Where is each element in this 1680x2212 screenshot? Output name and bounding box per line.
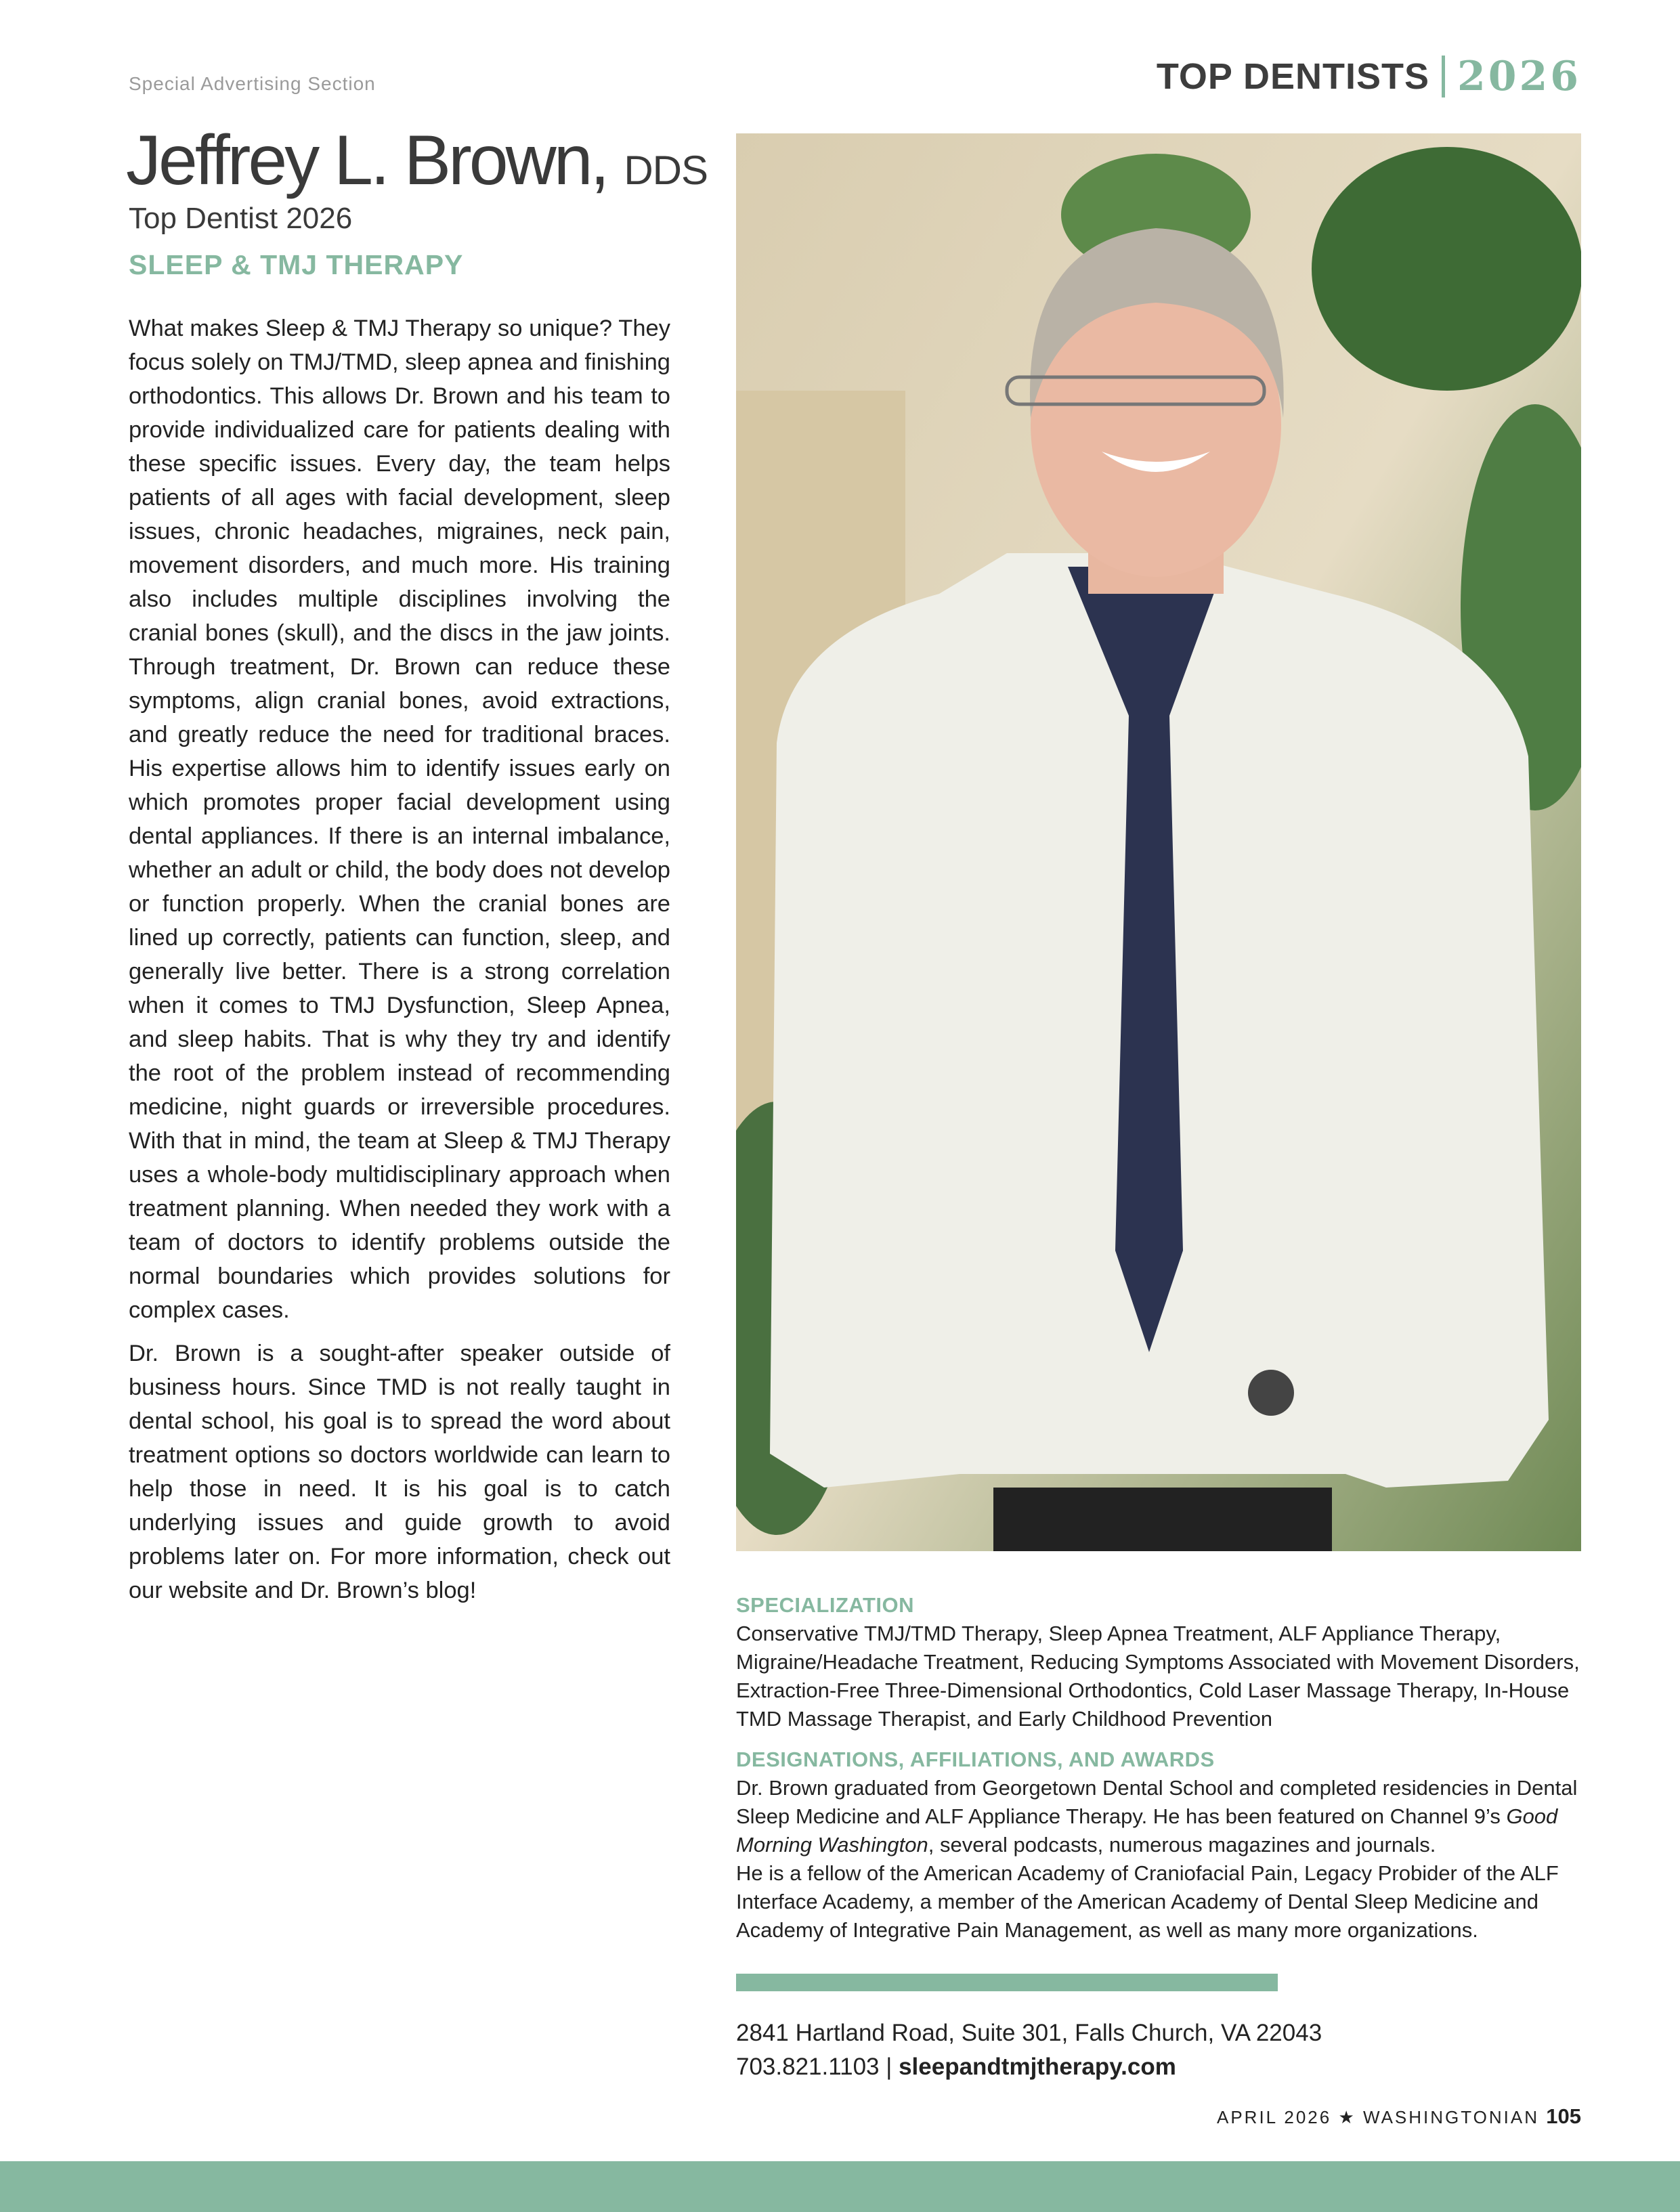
magazine-name: WASHINGTONIAN — [1363, 2107, 1540, 2127]
header-divider — [1442, 56, 1445, 97]
designations-text-3: He is a fellow of the American Academy of Craniofacial Pain, Legacy Probider of the ALF Interface Academy, a member of the American Academy of Dental Sleep Medicine and Academy of Integrative Pain Management, as well as many more organizations. — [736, 1861, 1559, 1942]
subtitle: Top Dentist 2026 — [129, 202, 353, 235]
paragraph: What makes Sleep & TMJ Therapy so unique? They focus solely on TMJ/TMD, sleep apnea and finishing orthodontics. This allows Dr. Brown and his team to provide individualized care for patients dealing with these specific issues. Every day, the team helps patients of all ages with facial development, sleep issues, chronic headaches, migraines, neck pain, movement disorders, and much more. His training also includes multiple disciplines involving the cranial bones (skull), and the discs in the jaw joints. Through treatment, Dr. Brown can reduce these symptoms, align cranial bones, avoid extractions, and greatly reduce the need for traditional braces. His expertise allows him to identify issues early on which promotes proper facial development using dental appliances. If there is an internal imbalance, whether an adult or child, the body does not develop or function properly. When the cranial bones are lined up correctly, patients can function, sleep, and generally live better. There is a strong correlation when it comes to TMJ Dysfunction, Sleep Apnea, and sleep habits. That is why they try and identify the root of the problem instead of recommending medicine, night guards or irreversible procedures. With that in mind, the team at Sleep & TMJ Therapy uses a whole-body multidisciplinary approach when treatment planning. When needed they work with a team of doctors to identify problems outside the normal boundaries which provides solutions for complex cases. — [129, 316, 670, 1323]
article-body — [129, 311, 670, 1617]
details-column — [736, 1591, 1589, 1945]
accent-bar — [736, 1974, 1278, 1991]
practice-name: SLEEP & TMJ THERAPY — [129, 249, 464, 280]
specialization-text: Conservative TMJ/TMD Therapy, Sleep Apnea Treatment, ALF Appliance Therapy, Migraine/Headache Treatment, Reducing Symptoms Associated with Movement Disorders, Extraction-Free Three-Dimensional Orthodontics, Cold Laser Massage Therapy, In-House TMD Massage Therapist, and Early Childhood Prevention — [736, 1622, 1580, 1731]
dentist-photo — [736, 133, 1581, 1551]
designations-text — [736, 1774, 1589, 1945]
name-text: Jeffrey L. Brown, — [126, 121, 607, 200]
credential: DDS — [624, 148, 708, 193]
designations-text-1: Dr. Brown graduated from Georgetown Dental School and completed residencies in Dental Sleep Medicine and ALF Appliance Therapy. He has been featured on Channel 9’s — [736, 1776, 1578, 1828]
specialization-heading: SPECIALIZATION — [736, 1593, 915, 1617]
header-year: 2026 — [1457, 53, 1581, 100]
issue-date: APRIL 2026 — [1216, 2107, 1332, 2127]
footer-band — [0, 2161, 1680, 2212]
header-title: TOP DENTISTS — [1156, 56, 1429, 97]
designations-heading: DESIGNATIONS, AFFILIATIONS, AND AWARDS — [736, 1748, 1215, 1771]
tv-show-title: Good Morning Washington — [736, 1804, 1558, 1857]
designations-text-2: , several podcasts, numerous magazines and journals. — [928, 1833, 1436, 1857]
page-header — [1157, 53, 1581, 100]
phone: 703.821.1103 — [736, 2054, 880, 2080]
page-footer — [1217, 2104, 1581, 2129]
dentist-name — [126, 121, 708, 201]
contact-block — [736, 2016, 1322, 2084]
section-label: Special Advertising Section — [129, 73, 376, 94]
star-icon: ★ — [1338, 2107, 1356, 2127]
paragraph: Dr. Brown is a sought-after speaker outside of business hours. Since TMD is not really taught in dental school, his goal is to spread the word about treatment options so doctors worldwide can learn to help those in need. It is his goal is to catch underlying issues and guide growth to avoid problems later on. For more information, check out our website and Dr. Brown’s blog! — [129, 1341, 670, 1603]
separator: | — [886, 2054, 892, 2080]
address: 2841 Hartland Road, Suite 301, Falls Church, VA 22043 — [736, 2020, 1322, 2046]
page-number: 105 — [1546, 2104, 1581, 2128]
website-link[interactable]: sleepandtmjtherapy.com — [899, 2054, 1176, 2080]
